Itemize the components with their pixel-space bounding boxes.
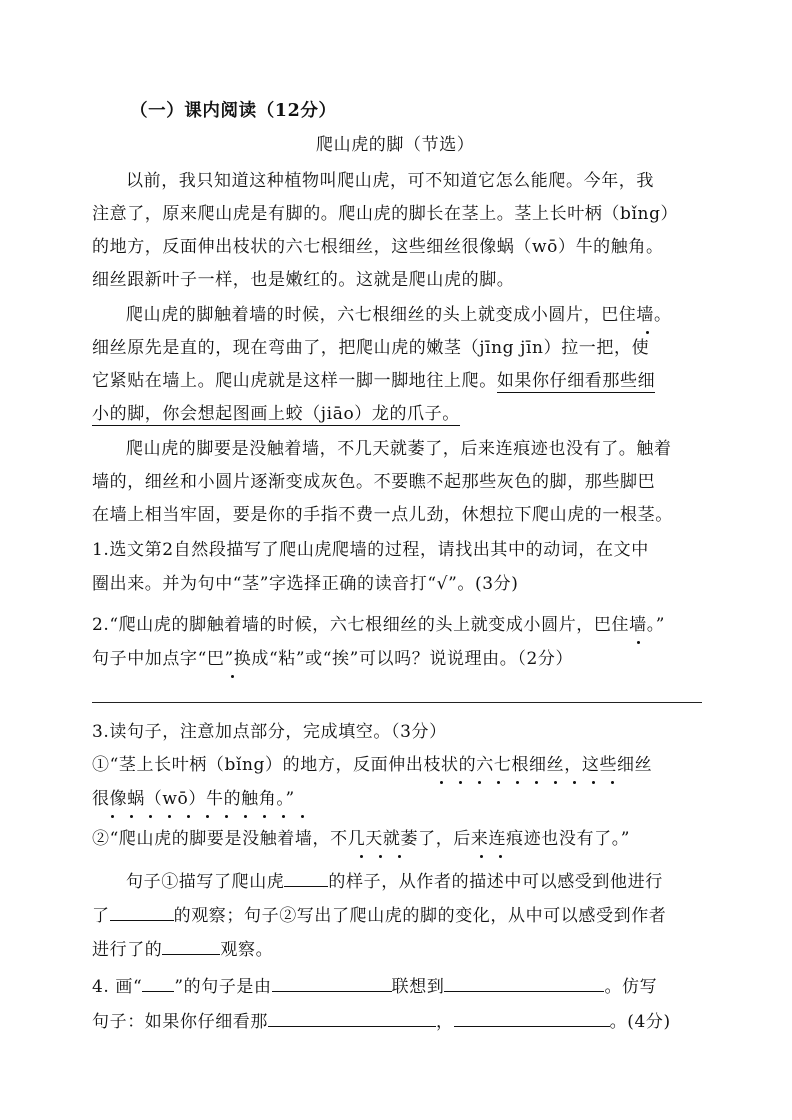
question-text: 。仿写 bbox=[604, 977, 658, 997]
question-2-line: 句子中加点字“巴”换成“粘”或“挨”可以吗？说说理由。（2分） bbox=[92, 649, 574, 669]
fill-blank[interactable] bbox=[284, 868, 328, 887]
fill-text: 了 bbox=[92, 906, 110, 926]
question-4-line bbox=[92, 973, 657, 1000]
passage-line: 以前，我只知道这种植物叫爬山虎，可不知道它怎么能爬。今年，我 bbox=[126, 171, 654, 191]
passage-line: 细丝原先是直的，现在弯曲了，把爬山虎的嫩茎（jīng jīn）拉一把，使 bbox=[92, 338, 650, 358]
question-text: ”的句子是由 bbox=[174, 977, 272, 997]
fill-text: 观察。 bbox=[220, 940, 274, 960]
question-4-line bbox=[92, 1008, 671, 1035]
fill-blank[interactable] bbox=[454, 1008, 610, 1027]
question-3-line: 3.读句子，注意加点部分，完成填空。（3分） bbox=[92, 722, 447, 742]
fill-blank[interactable] bbox=[110, 902, 174, 921]
fill-text: 的样子，从作者的描述中可以感受到他进行 bbox=[328, 872, 663, 892]
answer-line[interactable] bbox=[92, 702, 702, 703]
question-text: 句子：如果你仔细看那 bbox=[92, 1012, 268, 1032]
passage-line: 注意了，原来爬山虎是有脚的。爬山虎的脚长在茎上。茎上长叶柄（bǐng） bbox=[92, 204, 679, 224]
passage-text: 它紧贴在墙上。爬山虎就是这样一脚一脚地往上爬。 bbox=[92, 371, 497, 391]
quoted-sentence-2: ②“爬山虎的脚要是没触着墙，不几天就萎了，后来连痕迹也没有了。” bbox=[92, 829, 631, 849]
quoted-sentence-1: ①“茎上长叶柄（bǐng）的地方，反面伸出枝状的六七根细丝，这些细丝 bbox=[92, 755, 653, 775]
fill-line bbox=[126, 868, 663, 895]
underline-sample bbox=[142, 973, 174, 992]
fill-blank[interactable] bbox=[272, 973, 392, 992]
passage-line: 爬山虎的脚触着墙的时候，六七根细丝的头上就变成小圆片，巴住墙。 bbox=[126, 305, 672, 325]
fill-line bbox=[92, 902, 666, 929]
passage-line: 细丝跟新叶子一样，也是嫩红的。这就是爬山虎的脚。 bbox=[92, 270, 515, 290]
fill-blank[interactable] bbox=[268, 1008, 436, 1027]
fill-text: 进行了的 bbox=[92, 940, 163, 960]
passage-line: 在墙上相当牢固，要是你的手指不费一点儿劲，休想拉下爬山虎的一根茎。 bbox=[92, 505, 673, 525]
question-2-line: 2.“爬山虎的脚触着墙的时候，六七根细丝的头上就变成小圆片，巴住墙。” bbox=[92, 615, 666, 635]
quoted-sentence-1: 很像蜗（wō）牛的触角。” bbox=[92, 789, 295, 809]
question-text: 。(4分) bbox=[609, 1012, 671, 1032]
passage-line: 墙的，细丝和小圆片逐渐变成灰色。不要瞧不起那些灰色的脚，那些脚巴 bbox=[92, 472, 656, 492]
question-text: 联想到 bbox=[391, 977, 445, 997]
fill-blank[interactable] bbox=[444, 973, 604, 992]
fill-text: 的观察；句子②写出了爬山虎的脚的变化，从中可以感受到作者 bbox=[173, 906, 667, 926]
section-title: （一）课内阅读（12分） bbox=[130, 101, 337, 121]
question-text: ， bbox=[436, 1012, 454, 1032]
passage-line bbox=[92, 368, 655, 394]
question-text: 4. 画“ bbox=[92, 977, 143, 997]
fill-text: 句子①描写了爬山虎 bbox=[126, 872, 285, 892]
passage-line: 爬山虎的脚要是没触着墙，不几天就萎了，后来连痕迹也没有了。触着 bbox=[126, 439, 672, 459]
passage-line: 的地方，反面伸出枝状的六七根细丝，这些细丝很像蜗（wō）牛的触角。 bbox=[92, 237, 664, 257]
fill-blank[interactable] bbox=[162, 936, 220, 955]
fill-line bbox=[92, 936, 273, 963]
question-1-line: 圈出来。并为句中“茎”字选择正确的读音打“√”。(3分) bbox=[92, 574, 519, 594]
underlined-sentence-end bbox=[92, 401, 460, 427]
underlined-sentence: 如果你仔细看那些细 bbox=[496, 371, 656, 391]
underlined-sentence: 小的脚，你会想起图画上蛟（jiāo）龙的爪子。 bbox=[92, 404, 460, 424]
question-1-line: 1.选文第2自然段描写了爬山虎爬墙的过程，请找出其中的动词，在文中 bbox=[92, 540, 649, 560]
passage-title: 爬山虎的脚（节选） bbox=[316, 135, 475, 155]
